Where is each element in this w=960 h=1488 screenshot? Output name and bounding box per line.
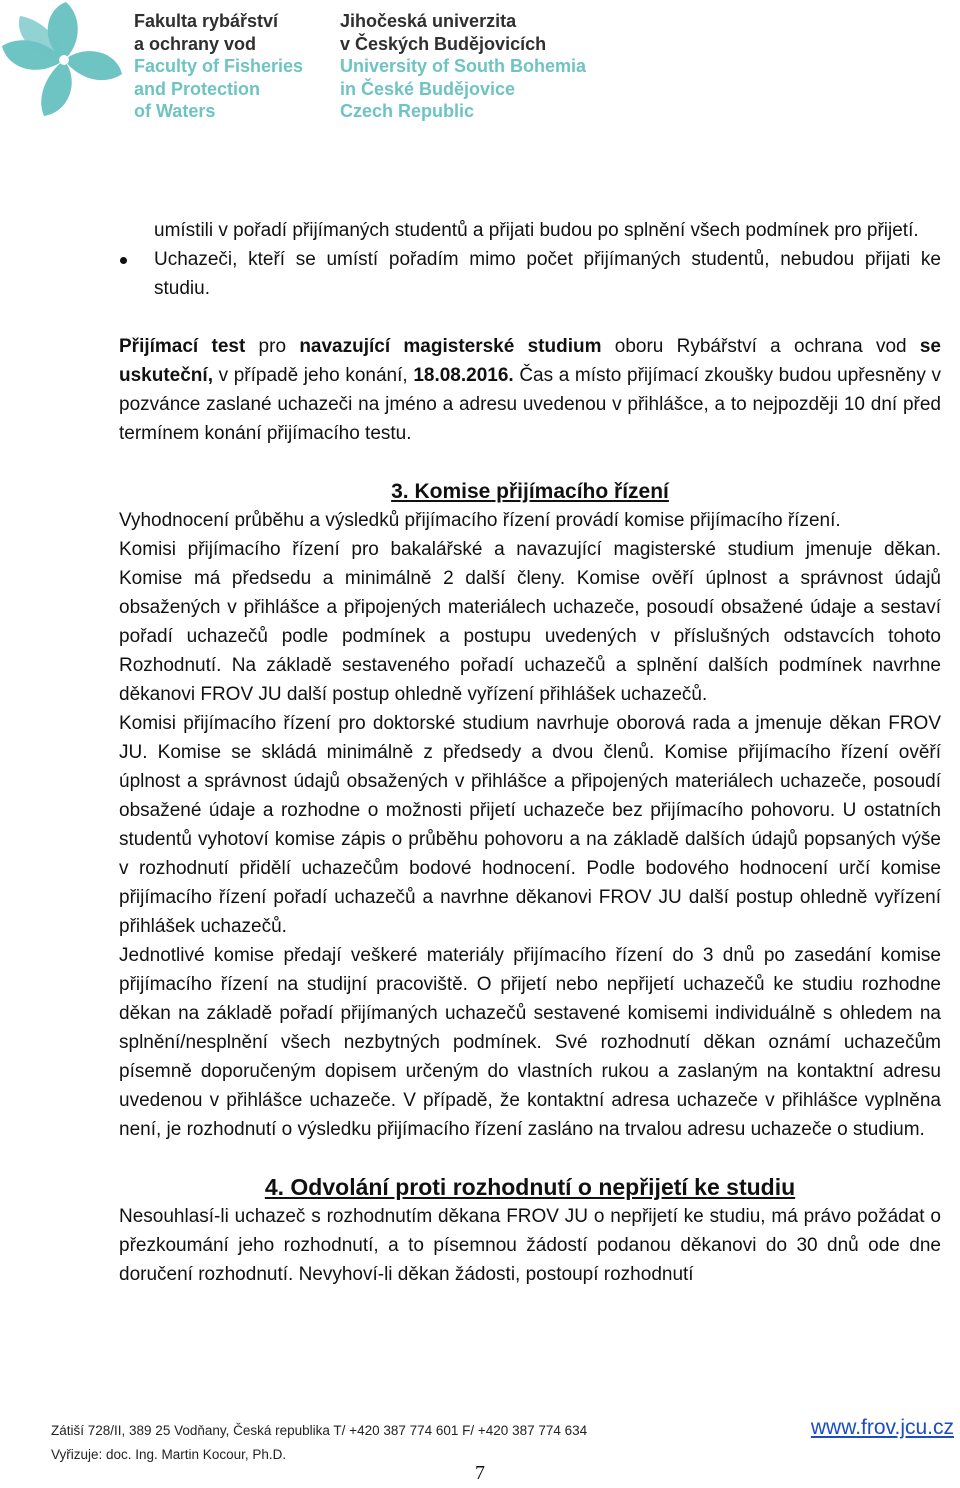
faculty-name (134, 10, 303, 123)
faculty-line: a ochrany vod (134, 33, 257, 54)
university-line: in České Budějovice (340, 78, 516, 99)
bullet-list (119, 216, 941, 303)
admission-test-paragraph (119, 332, 941, 448)
website-link[interactable]: www.frov.jcu.cz (810, 1416, 954, 1439)
text: v případě jeho konání, (212, 365, 414, 386)
letterhead (0, 0, 960, 130)
page-footer (51, 1416, 956, 1467)
university-flower-logo (0, 0, 128, 128)
university-line: Jihočeská univerzita (340, 11, 517, 31)
bold-text: Přijímací test (119, 336, 246, 357)
footer-handler: Vyřizuje: doc. Ing. Martin Kocour, Ph.D. (51, 1447, 287, 1462)
paragraph: Nesouhlasí-li uchazeč s rozhodnutím děkana FROV JU o nepřijetí ke studiu, má právo požádat o přezkoumání jeho rozhodnutí, a to písemnou žádostí podanou děkanovi do 30 dnů ode dne doručení rozhodnutí. Nevyhoví-li děkan žádosti, postoupí rozhodnutí (119, 1206, 941, 1285)
faculty-line: of Waters (134, 101, 216, 121)
text: pro (245, 336, 300, 357)
university-line: Czech Republic (340, 101, 475, 121)
test-date: 18.08.2016. (413, 365, 514, 386)
page-number: 7 (475, 1462, 485, 1484)
bold-text: navazující magisterské studium (299, 336, 602, 357)
footer-address: Zátiší 728/II, 389 25 Vodňany, Česká republika T/ +420 387 774 601 F/ +420 387 774 634 (51, 1423, 588, 1438)
section-4-heading: 4. Odvolání proti rozhodnutí o nepřijetí ke studiu (264, 1174, 796, 1200)
faculty-line: and Protection (134, 78, 261, 99)
text: Čas a místo přijímací zkoušky budou upřesněny v pozvánce zaslané uchazeči na jméno a adresu uvedenou v přihlášce, a to nejpozději 10 dní před termínem konání přijímacího testu. (119, 365, 941, 444)
university-line: v Českých Budějovicích (340, 33, 547, 54)
faculty-line: Fakulta rybářství (134, 11, 279, 31)
section-3-heading: 3. Komise přijímacího řízení (391, 480, 669, 503)
text: oboru Rybářství a ochrana vod (601, 336, 920, 357)
paragraph: Jednotlivé komise předají veškeré materiály přijímacího řízení do 3 dnů po zasedání komise přijímacího řízení na studijní pracoviště. O přijetí nebo nepřijetí uchazečů ke studiu rozhodne děkan na základě pořadí přijímaných uchazečů sestavené komisemi individuálně s ohledem na splnění/nesplnění všech nezbytných podmínek. Své rozhodnutí děkan oznámí uchazečům písemně doporučeným dopisem určeným do vlastních rukou a zaslaným na kontaktní adresu uvedenou v přihlášce uchazeče. V případě, že kontaktní adresa uchazeče v přihlášce vyplněna není, je rozhodnutí o výsledku přijímacího řízení zasláno na trvalou adresu uchazeče o studium. (119, 945, 941, 1140)
university-line: University of South Bohemia (340, 56, 587, 76)
paragraph: Komisi přijímacího řízení pro bakalářské a navazující magisterské studium jmenuje děkan. Komise má předsedu a minimálně 2 další členy. Komise ověří úplnost a správnost údajů obsažených v přihlášce a připojených materiálech uchazeče, posoudí obsažené údaje a sestaví pořadí uchazečů podle podmínek a postupu uvedených v příslušných odstavcích tohoto Rozhodnutí. Na základě sestaveného pořadí uchazečů a splnění dalších podmínek navrhne děkanovi FROV JU další postup ohledně vyřízení přihlášek uchazečů. (119, 539, 941, 705)
document-body (119, 216, 941, 1289)
paragraph: Komisi přijímacího řízení pro doktorské studium navrhuje oborová rada a jmenuje děkan FROV JU. Komise se skládá minimálně z předsedy a dvou členů. Komise přijímacího řízení ověří úplnost a správnost údajů obsažených v přihlášce a připojených materiálech uchazeče, posoudí obsažené údaje a rozhodne o možnosti přijetí uchazeče bez přijímacího pohovoru. U ostatních studentů vyhotoví komise zápis o průběhu pohovoru a na základě dalších údajů popsaných výše v rozhodnutí přidělí uchazečům bodové hodnocení. Podle bodového hodnocení určí komise přijímacího řízení pořadí uchazečů a navrhne děkanovi FROV JU další postup ohledně vyřízení přihlášek uchazečů. (119, 713, 941, 937)
bullet-item-continued: umístili v pořadí přijímaných studentů a přijati budou po splnění všech podmínek pro přijetí. (154, 220, 919, 241)
bold-text: se uskuteční, (119, 336, 941, 386)
bullet-item: Uchazeči, kteří se umístí pořadím mimo počet přijímaných studentů, nebudou přijati ke studiu. (154, 245, 941, 303)
paragraph: Vyhodnocení průběhu a výsledků přijímacího řízení provádí komise přijímacího řízení. (119, 510, 841, 531)
faculty-line: Faculty of Fisheries (134, 56, 304, 76)
university-name (340, 10, 586, 123)
